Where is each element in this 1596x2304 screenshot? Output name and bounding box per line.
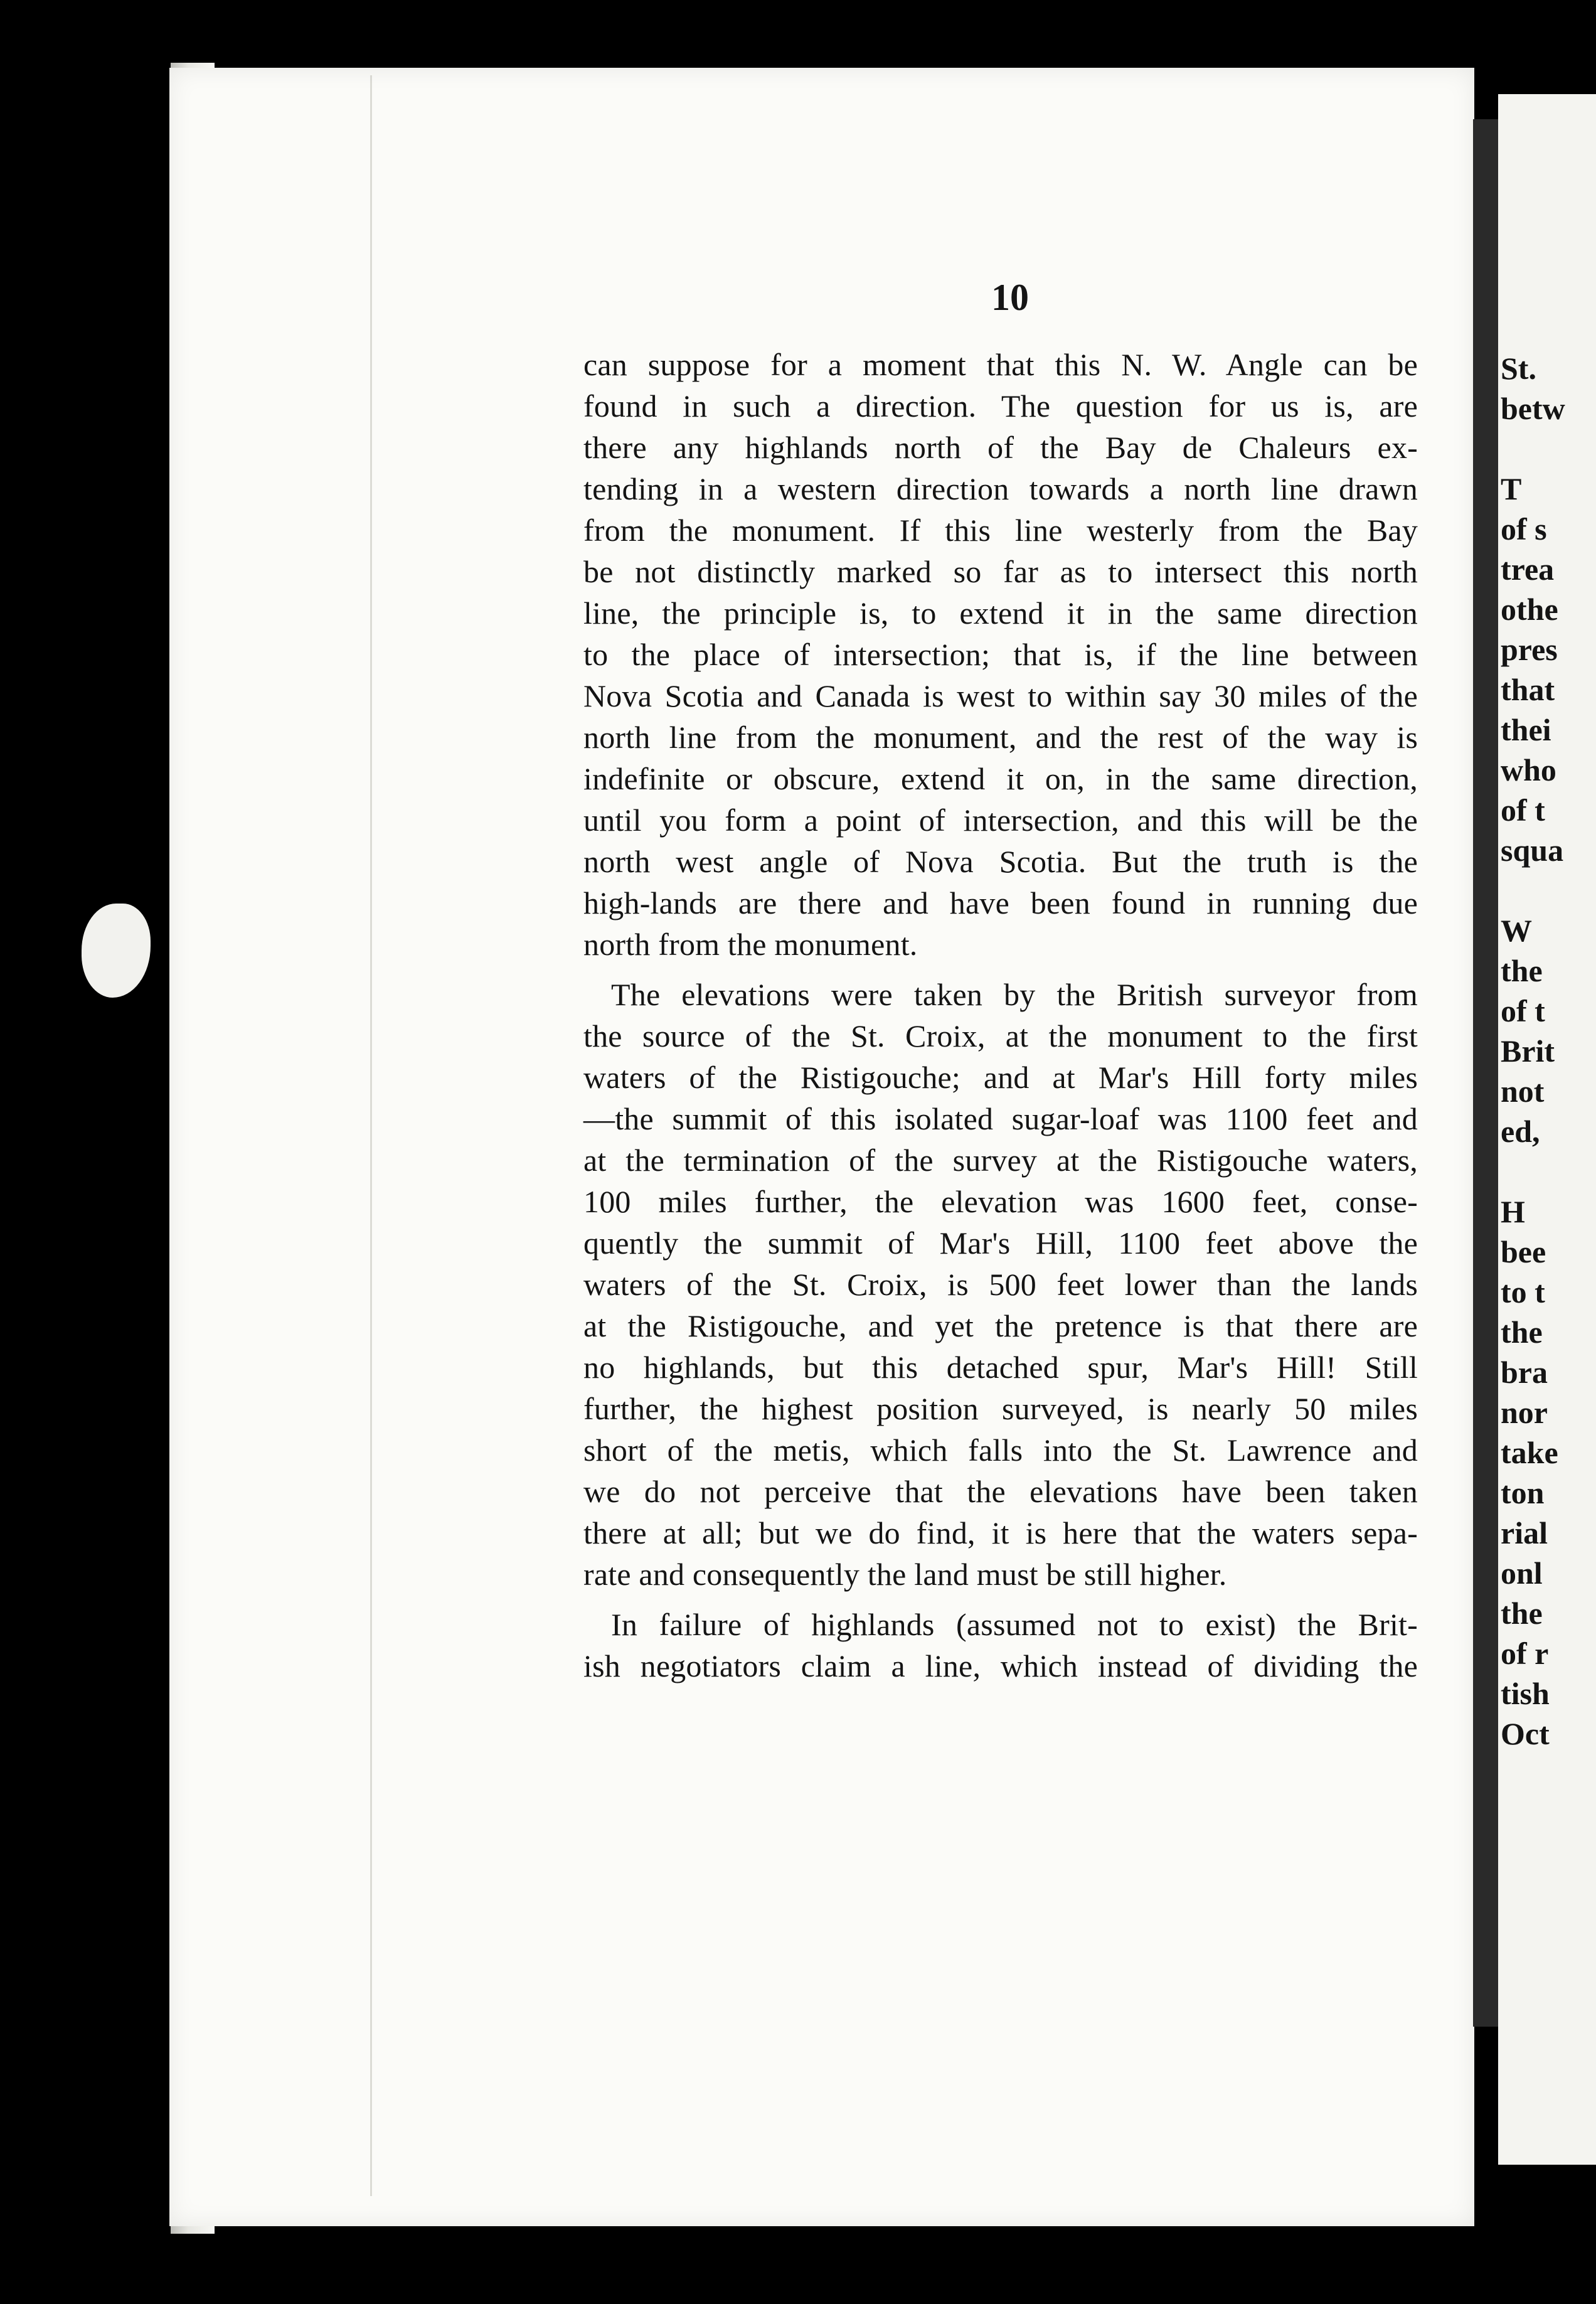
facing-page-line: that <box>1501 672 1555 707</box>
text-line: until you form a point of intersection, and this will be the <box>583 803 1418 838</box>
facing-page-line: H <box>1501 1194 1525 1229</box>
text-line: can suppose for a moment that this N. W. Angle can be <box>583 347 1418 382</box>
text-line: no highlands, but this detached spur, Mar's Hill! Still <box>583 1350 1418 1385</box>
facing-page-line: T <box>1501 471 1522 506</box>
text-line: north line from the monument, and the rest of the way is <box>583 720 1418 755</box>
facing-page-line: the <box>1501 1596 1543 1631</box>
text-line: tending in a western direction towards a north line drawn <box>583 471 1418 506</box>
text-line: further, the highest position surveyed, is nearly 50 miles <box>583 1391 1418 1426</box>
text-line: be not distinctly marked so far as to intersect this north <box>583 554 1418 589</box>
text-line: The elevations were taken by the British surveyor from <box>611 977 1418 1012</box>
facing-page-line <box>1501 429 1596 469</box>
book-gutter <box>1473 119 1498 2027</box>
paragraph-gap <box>583 1595 1418 1604</box>
text-line: from the monument. If this line westerly from the Bay <box>583 513 1418 548</box>
facing-page-line: of r <box>1501 1636 1549 1671</box>
facing-page-line: pres <box>1501 632 1558 667</box>
text-line: we do not perceive that the elevations have been taken <box>583 1474 1418 1509</box>
facing-page-line: not <box>1501 1074 1545 1109</box>
facing-page-line: rial <box>1501 1515 1548 1550</box>
facing-page-line: ed, <box>1501 1114 1540 1149</box>
page-crease <box>370 75 422 2196</box>
facing-page-line: of s <box>1501 511 1547 547</box>
text-line: north west angle of Nova Scotia. But the truth is the <box>583 844 1418 879</box>
facing-page-line <box>1501 870 1596 910</box>
paper-blot <box>82 904 151 998</box>
text-line: In failure of highlands (assumed not to exist) the Brit- <box>611 1607 1418 1642</box>
body-text <box>583 344 1418 1687</box>
facing-page-line: onl <box>1501 1555 1543 1591</box>
facing-page-line: bee <box>1501 1234 1546 1269</box>
text-line: line, the principle is, to extend it in the same direction <box>583 595 1418 631</box>
facing-page-text <box>1501 348 1596 1754</box>
text-line: found in such a direction. The question for us is, are <box>583 388 1418 424</box>
text-line: 100 miles further, the elevation was 1600 feet, conse- <box>583 1184 1418 1219</box>
facing-page-line: bra <box>1501 1355 1548 1390</box>
facing-page-line: to t <box>1501 1274 1545 1309</box>
text-line: at the termination of the survey at the Ristigouche waters, <box>583 1143 1418 1178</box>
facing-page-line: trea <box>1501 552 1555 587</box>
facing-page-line: betw <box>1501 391 1565 426</box>
facing-page-line: Brit <box>1501 1033 1555 1069</box>
facing-page-line: squa <box>1501 833 1564 868</box>
text-line: the source of the St. Croix, at the monument to the first <box>583 1018 1418 1053</box>
facing-page-line: thei <box>1501 712 1551 747</box>
facing-page-line: Oct <box>1501 1716 1550 1751</box>
facing-page-line: the <box>1501 1315 1543 1350</box>
text-line: ish negotiators claim a line, which instead of dividing the <box>583 1648 1418 1683</box>
facing-page-line <box>1501 1151 1596 1192</box>
facing-page-line: take <box>1501 1435 1558 1470</box>
text-line: there any highlands north of the Bay de Chaleurs ex- <box>583 430 1418 465</box>
text-line: Nova Scotia and Canada is west to within say 30 miles of the <box>583 678 1418 713</box>
text-line: there at all; but we do find, it is here that the waters sepa- <box>583 1515 1418 1550</box>
facing-page-line: tish <box>1501 1676 1550 1711</box>
facing-page-line: who <box>1501 752 1556 787</box>
text-line: quently the summit of Mar's Hill, 1100 feet above the <box>583 1225 1418 1261</box>
text-line: short of the metis, which falls into the St. Lawrence and <box>583 1432 1418 1468</box>
text-line: indefinite or obscure, extend it on, in the same direction, <box>583 761 1418 796</box>
facing-page-line: ton <box>1501 1475 1545 1510</box>
text-line: north from the monument. <box>583 927 918 962</box>
facing-page-line: of t <box>1501 993 1545 1028</box>
text-line: waters of the Ristigouche; and at Mar's Hill forty miles <box>583 1060 1418 1095</box>
text-line: waters of the St. Croix, is 500 feet lower than the lands <box>583 1267 1418 1302</box>
text-line: high-lands are there and have been found in running due <box>583 885 1418 920</box>
facing-page-line: W <box>1501 913 1532 948</box>
text-line: rate and consequently the land must be still higher. <box>583 1557 1227 1592</box>
paragraph-gap <box>583 965 1418 974</box>
facing-page-line: St. <box>1501 351 1536 386</box>
page-number: 10 <box>991 277 1029 318</box>
text-line: to the place of intersection; that is, if the line between <box>583 637 1418 672</box>
facing-page-line: of t <box>1501 792 1545 828</box>
text-line: at the Ristigouche, and yet the pretence is that there are <box>583 1308 1418 1343</box>
text-line: —the summit of this isolated sugar-loaf was 1100 feet and <box>583 1101 1418 1136</box>
facing-page-line: the <box>1501 953 1543 988</box>
facing-page-line: othe <box>1501 592 1558 627</box>
facing-page-line: nor <box>1501 1395 1548 1430</box>
